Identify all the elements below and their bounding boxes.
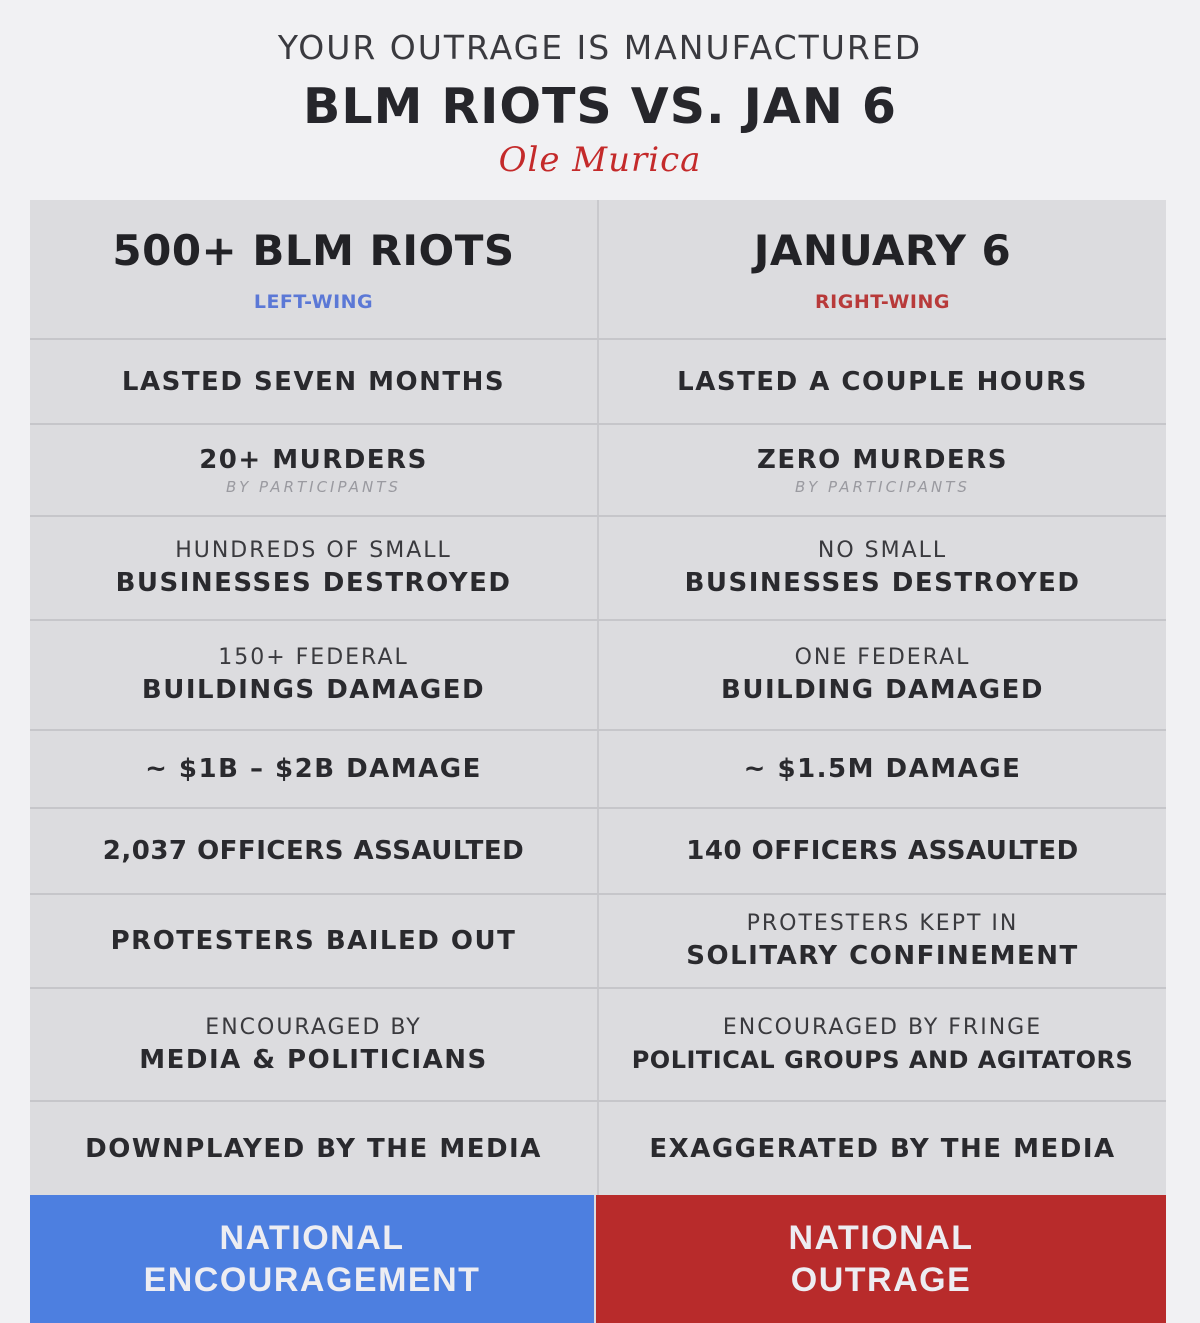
left-cell: [30, 731, 597, 807]
right-cell: [599, 517, 1166, 619]
left-verdict-line2: ENCOURAGEMENT: [143, 1261, 481, 1299]
left-cell: [30, 989, 597, 1100]
cell-pre-text: ONE FEDERAL: [794, 645, 971, 670]
cell-pre-text: HUNDREDS OF SMALL: [175, 538, 452, 563]
left-column-header: [30, 200, 597, 338]
cell-main-text: ~ $1.5M DAMAGE: [743, 754, 1022, 784]
infographic-header: [0, 0, 1200, 200]
right-cell: [599, 809, 1166, 893]
right-cell: [599, 1102, 1166, 1195]
cell-main-text: 140 OFFICERS ASSAULTED: [686, 836, 1079, 866]
table-row: [30, 895, 1166, 989]
table-row: [30, 517, 1166, 621]
left-cell: [30, 517, 597, 619]
right-cell: [599, 425, 1166, 515]
cell-pre-text: 150+ FEDERAL: [218, 645, 409, 670]
cell-main-text: ~ $1B – $2B DAMAGE: [145, 754, 482, 784]
cell-main-text: SOLITARY CONFINEMENT: [686, 941, 1079, 971]
cell-main-text: 2,037 OFFICERS ASSAULTED: [102, 836, 525, 866]
cell-main-text: LASTED A COUPLE HOURS: [677, 366, 1088, 397]
left-cell: [30, 809, 597, 893]
right-cell: [599, 895, 1166, 987]
right-verdict-line1: NATIONAL: [788, 1219, 974, 1257]
cell-main-text: 20+ MURDERS: [199, 445, 428, 475]
cell-main-text: DOWNPLAYED BY THE MEDIA: [85, 1133, 542, 1164]
kicker-text: YOUR OUTRAGE IS MANUFACTURED: [277, 28, 923, 67]
table-row: [30, 340, 1166, 425]
table-row: [30, 809, 1166, 895]
right-cell: [599, 340, 1166, 423]
cell-main-text: BUILDING DAMAGED: [721, 675, 1044, 705]
table-row: [30, 621, 1166, 731]
cell-pre-text: ENCOURAGED BY FRINGE: [722, 1014, 1043, 1040]
right-verdict-line2: OUTRAGE: [790, 1261, 972, 1299]
right-cell: [599, 989, 1166, 1100]
left-column-title: 500+ BLM RIOTS: [112, 225, 515, 275]
cell-main-text: LASTED SEVEN MONTHS: [121, 366, 506, 397]
page-title: BLM RIOTS VS. JAN 6: [303, 78, 897, 135]
cell-main-text: MEDIA & POLITICIANS: [139, 1044, 488, 1075]
right-wing-label: RIGHT-WING: [815, 290, 950, 313]
table-row: [30, 989, 1166, 1102]
left-cell: [30, 340, 597, 423]
left-verdict-line1: NATIONAL: [219, 1219, 405, 1257]
brand-signature: Ole Murica: [498, 140, 702, 180]
cell-main-text: BUSINESSES DESTROYED: [684, 568, 1081, 598]
right-column-header: [599, 200, 1166, 338]
right-verdict-banner: [596, 1195, 1166, 1323]
cell-note-text: BY PARTICIPANTS: [795, 478, 970, 496]
column-header-row: [30, 200, 1166, 340]
table-row: [30, 1102, 1166, 1195]
comparison-table: [30, 200, 1166, 1323]
left-verdict-banner: [30, 1195, 594, 1323]
left-cell: [30, 425, 597, 515]
cell-note-text: BY PARTICIPANTS: [226, 478, 401, 496]
left-cell: [30, 621, 597, 729]
cell-pre-text: PROTESTERS KEPT IN: [746, 911, 1019, 936]
left-cell: [30, 895, 597, 987]
right-column-title: JANUARY 6: [753, 225, 1012, 275]
left-wing-label: LEFT-WING: [253, 290, 374, 313]
cell-main-text: BUILDINGS DAMAGED: [141, 675, 486, 705]
left-cell: [30, 1102, 597, 1195]
cell-pre-text: ENCOURAGED BY: [205, 1014, 422, 1040]
table-row: [30, 731, 1166, 809]
right-cell: [599, 731, 1166, 807]
right-cell: [599, 621, 1166, 729]
cell-main-text: POLITICAL GROUPS AND AGITATORS: [631, 1045, 1134, 1074]
cell-main-text: PROTESTERS BAILED OUT: [110, 926, 517, 956]
cell-main-text: ZERO MURDERS: [757, 445, 1008, 475]
cell-main-text: EXAGGERATED BY THE MEDIA: [649, 1133, 1116, 1164]
table-row: [30, 425, 1166, 517]
cell-pre-text: NO SMALL: [817, 538, 948, 563]
cell-main-text: BUSINESSES DESTROYED: [115, 568, 512, 598]
